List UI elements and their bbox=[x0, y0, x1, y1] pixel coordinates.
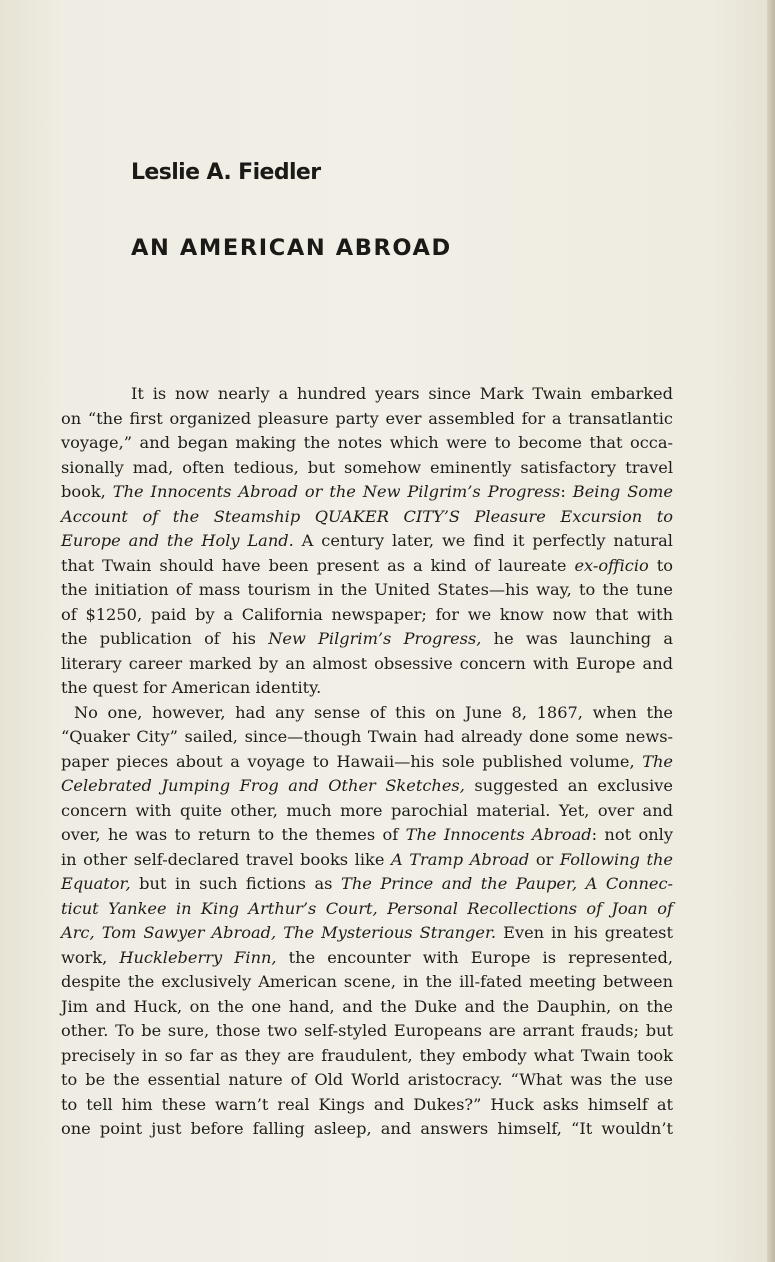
text-segment: that Twain should have been present as a kind of laureate bbox=[61, 555, 575, 575]
text-segment: the encounter with Europe is represented, bbox=[276, 947, 673, 967]
italic-segment: The Innocents Abroad bbox=[405, 825, 592, 844]
text-segment: one point just before falling asleep, and answers himself, “It wouldn’t bbox=[61, 1119, 673, 1138]
italic-segment: The bbox=[642, 751, 673, 771]
text-line bbox=[61, 505, 673, 530]
italic-segment: Being Some bbox=[572, 482, 673, 501]
text-line bbox=[61, 750, 673, 775]
text-line bbox=[61, 823, 673, 848]
text-segment: of $1250, paid by a California newspaper; for we know now that with bbox=[61, 604, 673, 624]
text-line bbox=[61, 676, 673, 701]
italic-segment: Account of the Steamship QUAKER CITY’S Pleasure Excursion to bbox=[61, 506, 673, 526]
text-segment: in other self-declared travel books like bbox=[61, 849, 391, 869]
italic-segment: A Tramp Abroad bbox=[390, 849, 530, 869]
italic-segment: Europe and the Holy Land. bbox=[61, 531, 294, 550]
italic-segment: Huckleberry Finn, bbox=[119, 947, 277, 967]
italic-segment: Arc, Tom Sawyer Abroad, The Mysterious Stranger. bbox=[61, 923, 497, 942]
text-line bbox=[61, 1093, 673, 1118]
italic-segment: Celebrated Jumping Frog and Other Sketches, bbox=[61, 776, 465, 795]
italic-segment: The Prince and the Pauper, A Connec- bbox=[341, 874, 673, 893]
text-line bbox=[61, 407, 673, 432]
text-segment: Even in his greatest bbox=[496, 923, 673, 942]
text-segment: suggested an exclusive bbox=[464, 776, 673, 795]
text-line bbox=[61, 872, 673, 897]
text-line bbox=[61, 774, 673, 799]
text-line bbox=[61, 1117, 673, 1142]
text-segment: he was launching a bbox=[481, 629, 673, 648]
text-segment: It is now nearly a hundred years since Mark Twain embarked bbox=[131, 384, 673, 403]
text-segment: over, he was to return to the themes of bbox=[61, 825, 406, 844]
text-line bbox=[61, 946, 673, 971]
text-line bbox=[61, 848, 673, 873]
text-segment: precisely in so far as they are fraudulent, they embody what Twain took bbox=[61, 1045, 673, 1065]
italic-segment: Equator, bbox=[61, 874, 131, 893]
text-segment: : not only bbox=[591, 825, 673, 844]
text-segment: or bbox=[529, 849, 560, 869]
text-segment: on “the first organized pleasure party ever assembled for a transatlantic bbox=[61, 408, 673, 428]
text-line bbox=[61, 456, 673, 481]
text-line bbox=[61, 382, 673, 407]
text-segment: concern with quite other, much more parochial material. Yet, over and bbox=[61, 800, 673, 820]
italic-segment: The Innocents Abroad or the New Pilgrim’s Progress bbox=[112, 482, 561, 501]
text-segment: book, bbox=[61, 482, 113, 501]
text-line bbox=[61, 652, 673, 677]
text-line bbox=[61, 627, 673, 652]
text-segment: work, bbox=[61, 947, 120, 967]
text-line bbox=[61, 603, 673, 628]
text-line bbox=[61, 970, 673, 995]
text-segment: paper pieces about a voyage to Hawaii—his sole published volume, bbox=[61, 751, 643, 771]
text-segment: other. To be sure, those two self-styled Europeans are arrant frauds; but bbox=[61, 1021, 673, 1040]
text-segment: to tell him these warn’t real Kings and Dukes?” Huck asks himself at bbox=[61, 1094, 673, 1114]
text-line bbox=[61, 480, 673, 505]
text-segment: literary career marked by an almost obsessive concern with Europe and bbox=[61, 653, 673, 673]
text-segment: but in such fictions as bbox=[130, 874, 342, 893]
text-line bbox=[61, 799, 673, 824]
text-line bbox=[61, 897, 673, 922]
text-segment: the initiation of mass tourism in the United States—his way, to the tune bbox=[61, 580, 673, 599]
text-segment: voyage,” and began making the notes which were to become that occa- bbox=[61, 433, 673, 452]
essay-title: AN AMERICAN ABROAD bbox=[131, 235, 452, 261]
italic-segment: Following the bbox=[559, 849, 673, 869]
italic-segment: New Pilgrim’s Progress, bbox=[268, 629, 482, 648]
text-segment: to be the essential nature of Old World aristocracy. “What was the use bbox=[61, 1070, 673, 1089]
text-line bbox=[61, 701, 673, 726]
italic-segment: ex-officio bbox=[574, 555, 649, 575]
text-segment: the quest for American identity. bbox=[61, 678, 322, 697]
text-segment: No one, however, had any sense of this on June 8, 1867, when the bbox=[74, 702, 673, 722]
text-line bbox=[61, 578, 673, 603]
italic-segment: ticut Yankee in King Arthur’s Court, Personal Recollections of Joan of bbox=[61, 898, 673, 918]
text-line bbox=[61, 1068, 673, 1093]
text-segment: sionally mad, often tedious, but somehow eminently satisfactory travel bbox=[61, 457, 673, 477]
text-segment: “Quaker City” sailed, since—though Twain had already done some news- bbox=[61, 727, 673, 746]
body-text bbox=[61, 382, 673, 1142]
text-line bbox=[61, 921, 673, 946]
text-segment: despite the exclusively American scene, in the ill-fated meeting between bbox=[61, 972, 673, 991]
text-segment: to bbox=[648, 555, 673, 575]
text-line bbox=[61, 995, 673, 1020]
text-line bbox=[61, 1044, 673, 1069]
text-segment: : bbox=[560, 482, 573, 501]
text-line bbox=[61, 529, 673, 554]
text-segment: A century later, we find it perfectly natural bbox=[293, 531, 673, 550]
text-line bbox=[61, 1019, 673, 1044]
text-segment: Jim and Huck, on the one hand, and the Duke and the Dauphin, on the bbox=[61, 996, 673, 1016]
text-line bbox=[61, 725, 673, 750]
text-line bbox=[61, 431, 673, 456]
author-name: Leslie A. Fiedler bbox=[131, 160, 321, 185]
page-edge-shadow bbox=[767, 0, 775, 1262]
text-segment: the publication of his bbox=[61, 629, 269, 648]
text-line bbox=[61, 554, 673, 579]
